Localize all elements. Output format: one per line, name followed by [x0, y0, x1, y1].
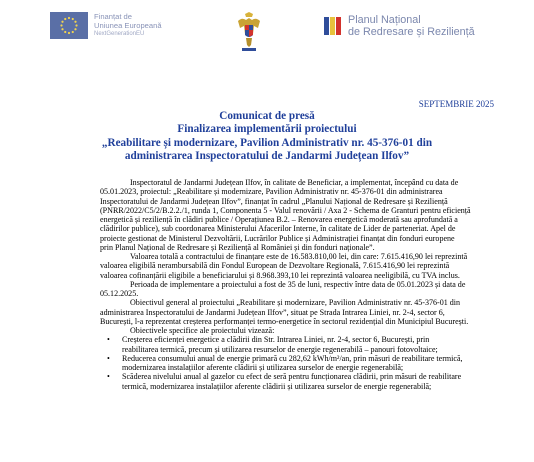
specific-objectives-list [100, 335, 496, 391]
heading-line4: administrarea Inspectoratului de Jandarmi Județean Ilfov” [124, 150, 410, 163]
specific-objectives-intro: Obiectivele specifice ale proiectului vizează: [130, 326, 275, 335]
release-date: SEPTEMBRIE 2025 [418, 99, 494, 109]
list-item [100, 372, 496, 391]
text-line: valoarea cofinanțării eligibile a beneficiarului și 8.968.393,10 lei reprezintă valoarea neeligibilă, cu TVA inclus. [100, 270, 460, 280]
text-line: Valoarea totală a contractului de finanțare este de 16.583.810,00 lei, din care: 7.615.416,90 lei reprezintă [130, 252, 468, 261]
eu-text-line2: Uniunea Europeană [94, 21, 162, 30]
text-line: (PNRR/2022/C5/2/B.2.2./1, runda 1, Componenta 5 - Valul renovării / Axa 2 - Schema de Granturi pentru eficiență [100, 205, 471, 215]
list-item [100, 335, 496, 354]
text-line: Perioada de implementare a proiectului a fost de 35 de luni, respectiv între data de 05.01.2023 și data de [130, 279, 466, 289]
paragraph-beneficiary [100, 178, 496, 252]
text-line: • Reducerea consumului anual de energie primară cu 282,62 kWh/m²/an, prin măsuri de reabilitare termică, [122, 353, 463, 363]
text-line: administrarea Inspectoratului de Jandarmi Județean Ilfov”, situat pe Strada Intrarea Liniei, nr. 2-4, sector 6, [100, 307, 445, 317]
text-line: Inspectoratului de Jandarmi Județean Ilfov”, finanțat în cadrul „Planului Național de Redresare și Reziliență [100, 196, 448, 206]
text-line: reabilitarea termică, precum și utilizarea resurselor de energie regenerabilă – panouri fotovoltaice; [122, 344, 438, 354]
text-line: proiecte gestionat de Ministerul Dezvoltării, Lucrărilor Publice și Administrației finanțat din fonduri europene [100, 233, 455, 243]
heading-line1: Comunicat de presă [219, 110, 315, 122]
eu-text-line1: Finanțat de [94, 12, 132, 21]
pnrr-text-line1: Planul Național [348, 14, 421, 26]
logo-header [0, 12, 534, 58]
heading-line3: „Reabilitare și modernizare, Pavilion Administrativ nr. 45-376-01 din [101, 136, 433, 149]
text-line: energetică și reziliență în clădiri publice / Operațiunea B.2. – Renovarea energetică moderată sau aprofundată a [100, 215, 458, 224]
eu-flag-icon [50, 12, 88, 39]
paragraph-period [100, 280, 496, 299]
text-line: 05.01.2023, proiectul: „Reabilitare și modernizare, Pavilion Administrativ nr. 45-376-01 din administrarea [100, 187, 443, 197]
text-line: Inspectoratul de Jandarmi Județean Ilfov, în calitate de Beneficiar, a implementat, începând cu data de [130, 178, 459, 187]
text-line: modernizarea instalațiilor aferente clădirii și utilizarea surselor de energie regenerabilă; [122, 363, 404, 372]
text-line: 05.12.2025. [100, 289, 139, 298]
text-line: clădirilor publice), sub coordonarea Ministerului Afacerilor Interne, în calitate de Lider de parteneriat. Apel de [100, 224, 456, 234]
heading-line2: Finalizarea implementării proiectului [177, 123, 357, 136]
pnrr-mark-icon [322, 14, 344, 38]
paragraph-objective [100, 298, 496, 326]
text-line: • Scăderea nivelului anual al gazelor cu efect de seră pentru funcționarea clădirii, prin măsuri de reabilitare [122, 372, 462, 382]
text-line: valoarea eligibilă nerambursabilă din Fondul European de Dezvoltare Regională, 7.615.416,90 lei reprezintă [100, 261, 450, 271]
romania-coat-of-arms-icon [236, 12, 262, 52]
text-line: Obiectivul general al proiectului „Reabilitare și modernizare, Pavilion Administrativ nr. 45-376-01 din [130, 298, 461, 308]
press-release-body [100, 178, 496, 391]
eu-text-line3: NextGenerationEU [94, 31, 145, 37]
text-line: prin Planul Național de Redresare și Reziliență al României și din fonduri naționale”. [100, 242, 375, 252]
text-line: București, l-a reprezentat creșterea performanței termo-energetice în sectorul rezidențial din Municipiul București. [100, 316, 469, 326]
text-line: • Creșterea eficienței energetice a clădirii din Str. Intrarea Liniei, nr. 2-4, sector 6, București, prin [122, 335, 430, 345]
eu-funding-logo [50, 12, 162, 39]
list-item [100, 354, 496, 373]
pnrr-text-line2: de Redresare și Reziliență [348, 26, 475, 38]
pnrr-logo [322, 14, 475, 38]
text-line: termică, modernizarea instalațiilor aferente clădirii și utilizarea surselor de energie regenerabilă; [122, 381, 432, 391]
press-release-heading [70, 110, 464, 164]
paragraph-value [100, 252, 496, 280]
